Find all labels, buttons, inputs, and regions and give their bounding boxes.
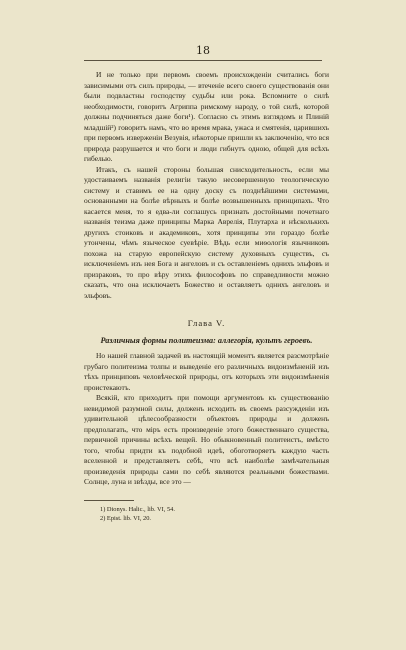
paragraph-4: Всякій, кто приходитъ при помощи аргументовъ къ существованію невидимой разумной силы, долженъ исходить въ своемъ разсужденіи изъ удивительной цѣлесообразности объектовъ природы и долженъ предполагать, что міръ есть произведеніе этого божественнаго существа, первичной причины всѣхъ вещей. Но обыкновенный политеистъ, вмѣсто того, чтобы придти къ подобной идеѣ, обоготворяетъ каждую часть вселенной и представляетъ себѣ, что всѣ наиболѣе замѣчательныя произведенія природы сами по себѣ являются реальными божествами. Солнце, луна и звѣзды, все это — [84, 393, 329, 486]
paragraph-1: И не только при первомъ своемъ происхожденіи считались боги зависимыми отъ силъ природы, — втеченіе всего своего существованія они были подвластны господству судьбы или рока. Вспомните о силѣ необходимости, говоритъ Агриппа римскому народу, о той силѣ, которой должны подчиняться даже боги¹). Согласно съ этимъ взглядомъ и Плиній младшій²) говоритъ намъ, что во время мрака, ужаса и смятенія, царившихъ при первомъ изверженіи Везувія, нѣкоторые пришли къ заключенію, что вся природа разрушается и что боги и люди гибнутъ одною, общей для всѣхъ гибелью. [84, 70, 329, 163]
page-number: 18 [196, 44, 210, 57]
footnote-1: 1) Dionys. Halic., lib. VI, 54. [100, 505, 175, 513]
chapter-title: Глава V. [187, 318, 226, 328]
paragraph-2: Итакъ, съ нашей стороны большая снисходительность, если мы удостаиваемъ названія религіи такую несовершенную теологическую систему и ставимъ ее на одну доску съ позднѣйшими системами, основанными на болѣе вѣрныхъ и болѣе возвышенныхъ принципахъ. Что касается меня, то я едва-ли соглашусь признать достойными почетнаго названія теизма даже принципы Марка Аврелія, Плутарха и нѣсколькихъ другихъ стоиковъ и академиковъ, хотя принципы эти гораздо болѣе утончены, чѣмъ языческое суевѣріе. Вѣдь если миѳологія язычниковъ похожа на старую европейскую систему духовныхъ существъ, съ исключеніемъ изъ нея Бога и ангеловъ и съ оставленіемъ однихъ эльфовъ и призраковъ, то про вѣру этихъ философовъ по справедливости можно сказать, что она исключаетъ Божество и оставляетъ однихъ ангеловъ и эльфовъ. [84, 164, 329, 300]
footnote-rule [84, 500, 134, 501]
paragraph-3: Но нашей главной задачей въ настоящій моментъ является разсмотрѣніе грубаго политеизма толпы и выведеніе его различныхъ видоизмѣненій изъ тѣхъ принциповъ человѣческой природы, отъ которыхъ эти видоизмѣненія проистекаютъ. [84, 351, 329, 392]
page-body [84, 70, 329, 523]
chapter-subtitle: Различныя формы политеизма: аллегорія, культъ героевъ. [100, 335, 313, 345]
header-rule [84, 60, 322, 61]
footnote-2: 2) Epist. lib. VI, 20. [100, 514, 152, 522]
